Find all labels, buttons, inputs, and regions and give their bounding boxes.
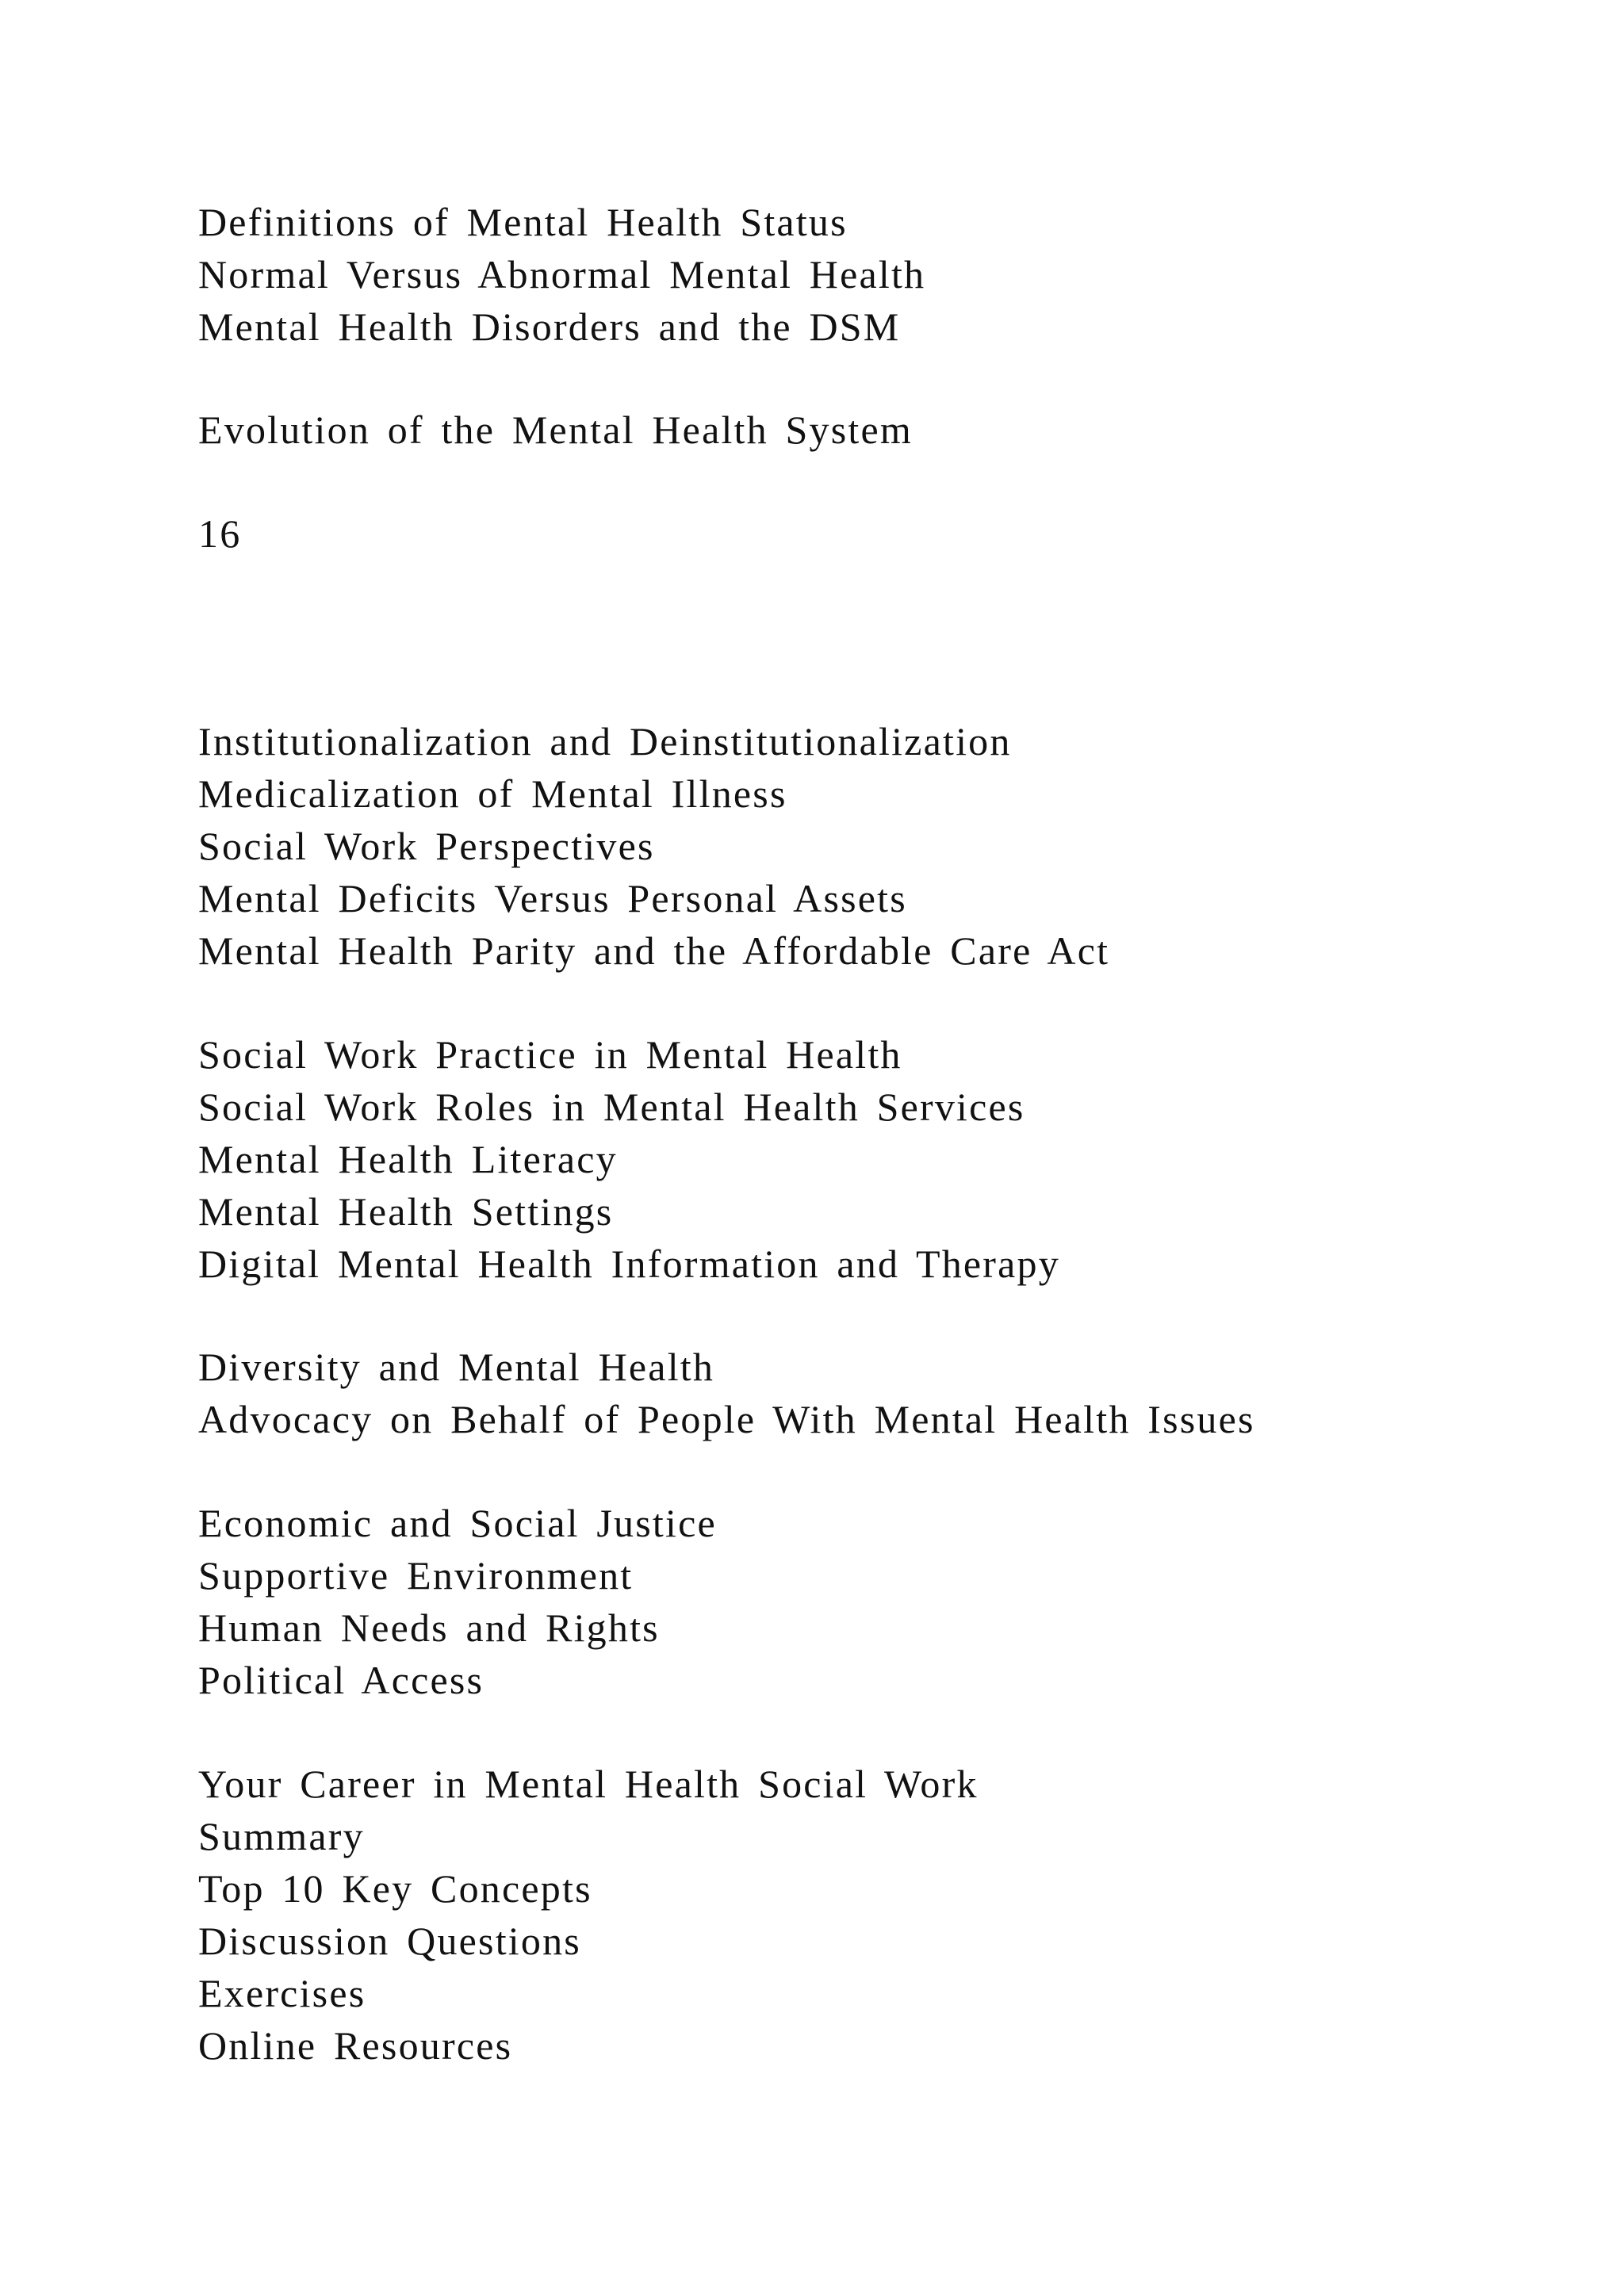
toc-entry: Online Resources xyxy=(198,2023,513,2068)
toc-entry: Your Career in Mental Health Social Work xyxy=(198,1762,979,1806)
toc-entry: Institutionalization and Deinstitutionalization xyxy=(198,719,1012,763)
toc-entry: Political Access xyxy=(198,1658,485,1702)
toc-entry: Medicalization of Mental Illness xyxy=(198,771,787,816)
toc-entry: Top 10 Key Concepts xyxy=(198,1866,592,1911)
page-number: 16 xyxy=(198,511,242,556)
toc-entry: Exercises xyxy=(198,1971,366,2015)
toc-entry: Digital Mental Health Information and Therapy xyxy=(198,1242,1060,1286)
toc-entry: Normal Versus Abnormal Mental Health xyxy=(198,252,926,297)
toc-entry: Mental Health Literacy xyxy=(198,1137,618,1181)
toc-entry: Definitions of Mental Health Status xyxy=(198,200,848,244)
toc-entry: Mental Health Settings xyxy=(198,1189,614,1234)
toc-entry: Social Work Roles in Mental Health Services xyxy=(198,1085,1025,1129)
toc-entry: Social Work Perspectives xyxy=(198,824,655,868)
toc-entry: Evolution of the Mental Health System xyxy=(198,408,913,452)
toc-entry: Supportive Environment xyxy=(198,1553,634,1598)
toc-entry: Mental Health Parity and the Affordable Care Act xyxy=(198,928,1110,973)
toc-entry: Diversity and Mental Health xyxy=(198,1345,715,1389)
toc-entry: Mental Deficits Versus Personal Assets xyxy=(198,876,907,920)
toc-entry: Discussion Questions xyxy=(198,1919,581,1963)
toc-entry: Mental Health Disorders and the DSM xyxy=(198,304,901,349)
toc-entry: Summary xyxy=(198,1814,365,1858)
toc-entry: Human Needs and Rights xyxy=(198,1605,660,1650)
toc-entry: Economic and Social Justice xyxy=(198,1501,717,1545)
toc-entry: Social Work Practice in Mental Health xyxy=(198,1032,902,1077)
toc-entry: Advocacy on Behalf of People With Mental Health Issues xyxy=(198,1397,1255,1441)
